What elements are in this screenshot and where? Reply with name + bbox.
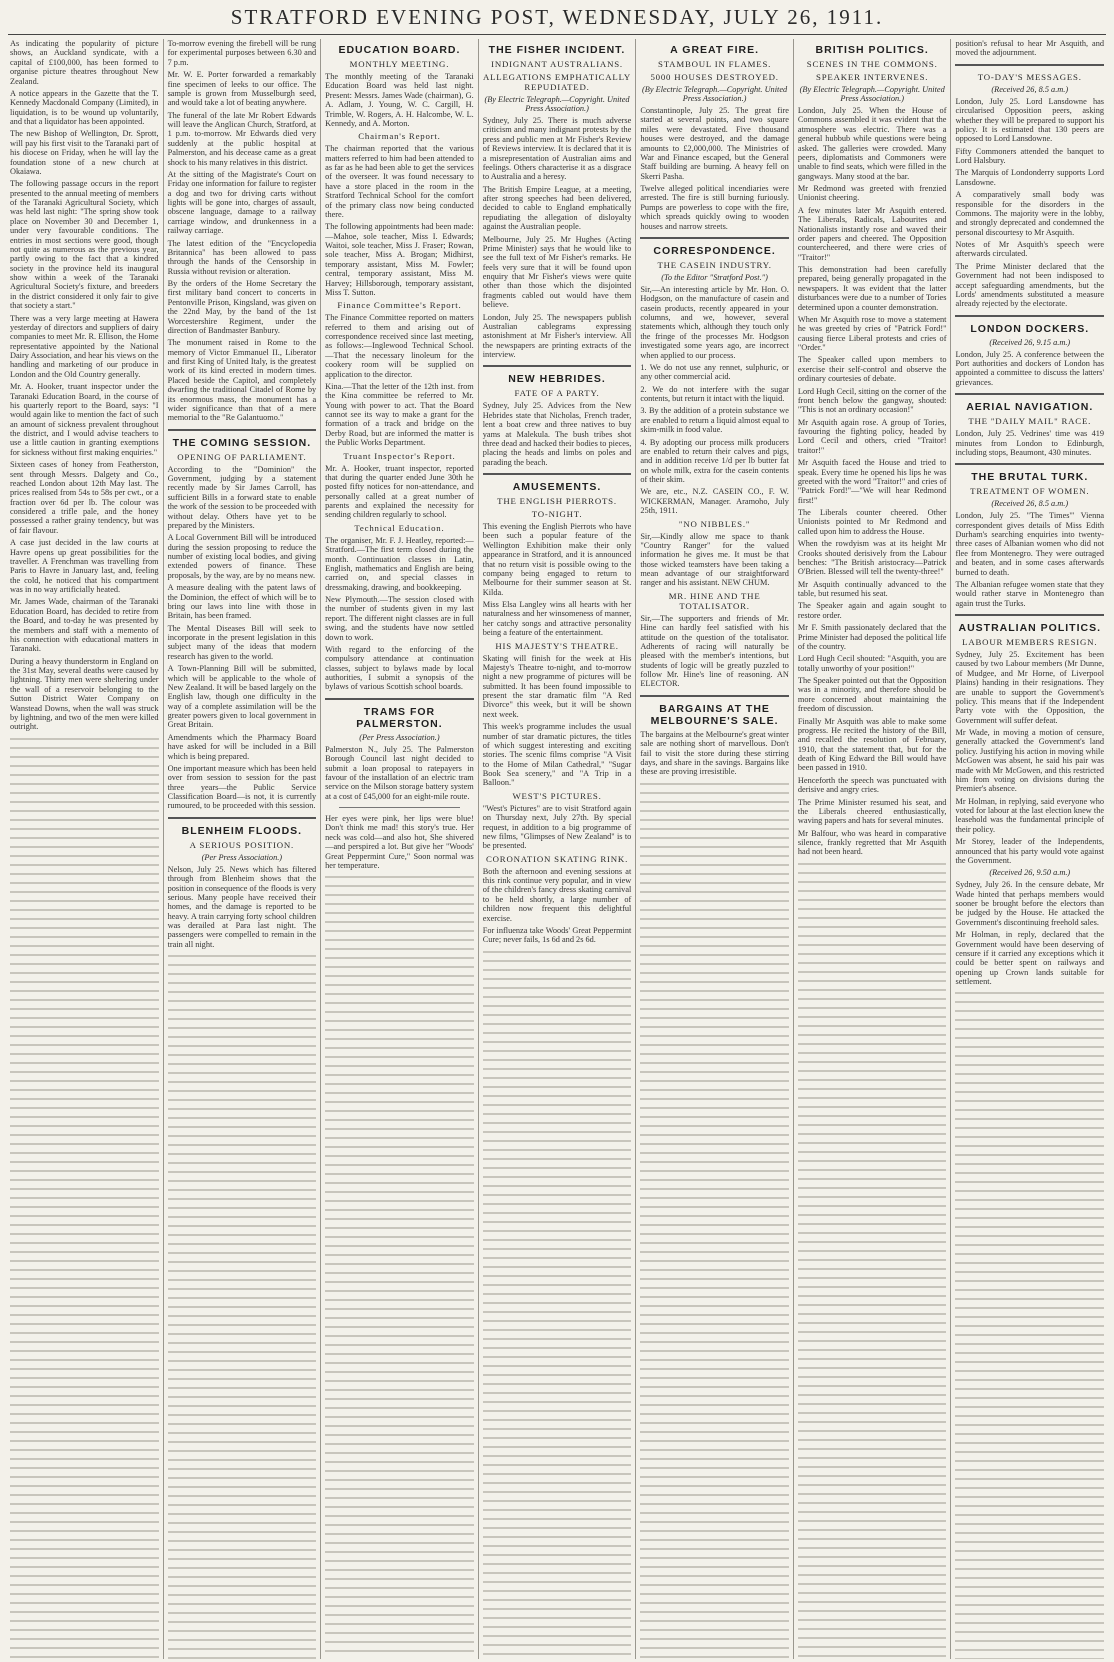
news-paragraph: The Prime Minister resumed his seat, and the Liberals cheered enthusiastically, waving papers and hats for several minutes. (797, 797, 947, 826)
column-4 (479, 39, 637, 1659)
news-paragraph: Mr. James Wade, chairman of the Taranaki Education Board, has decided to retire from the Board, and to-day he was presented by the members and staff with a memento of his connection with educational matters in Taranaki. (10, 597, 159, 654)
news-paragraph: As indicating the popularity of picture shows, an Auckland syndicate, with a capital of £100,000, has been formed to organise picture theatres throughout New Zealand. (10, 39, 159, 86)
column-5 (636, 39, 794, 1659)
section-subhead: "NO NIBBLES." (678, 518, 751, 529)
newspaper-columns (6, 39, 1108, 1659)
subheadline: THE CASEIN INDUSTRY. (657, 259, 772, 270)
news-paragraph: Mr Redmond was greeted with frenzied Unionist cheering. (797, 184, 947, 203)
headline-correspondence: CORRESPONDENCE. (653, 244, 776, 257)
news-paragraph: This evening the English Pierrots who have been such a popular feature of the Wellington Exhibition make their only appearance in Stratford, and it is announced that no return visit is possible owing to the company being engaged to return to Melbourne for their summer season at St. Kilda. (482, 522, 632, 597)
section-divider (483, 365, 632, 367)
news-paragraph: Mr Asquith faced the House and tried to speak. Every time he opened his lips he was greeted with the word "Traitor!" and cries of "Patrick Ford!"—"We will hear Redmond first!" (797, 458, 947, 505)
news-paragraph: The Mental Diseases Bill will seek to incorporate in the present legislation in this subject many of the ideas that modern research has given to the world. (167, 623, 317, 661)
news-paragraph: Mr. W. E. Porter forwarded a remarkably fine specimen of leeks to our office. The sample is grown from Musselburgh seed, and would take a lot of beating anywhere. (167, 70, 317, 108)
section-subhead: Chairman's Report. (358, 131, 441, 142)
headline-london-dockers: LONDON DOCKERS. (970, 322, 1090, 335)
section-divider (955, 315, 1104, 317)
news-paragraph: Miss Elsa Langley wins all hearts with her naturalness and her winsomeness of manner, her catchy songs and attractive personality being a feature of the entertainment. (482, 600, 632, 638)
text-continuation (483, 948, 632, 1659)
news-paragraph: The British Empire League, at a meeting, after strong speeches had been delivered, decided to cable to England emphatically repudiating the allegation of disloyalty against the Australian people. (482, 184, 632, 232)
news-paragraph: Mr Wade, in moving a motion of censure, generally attacked the Government's land policy. Justifying his action in moving while McGowen was absent, he said his pair was made with Mr McGowen, and this restricted him from voting on divisions during the Premier's absence. (955, 728, 1105, 794)
received-time: (Received 26, 8.5 a.m.) (991, 84, 1069, 94)
news-paragraph: Finally Mr Asquith was able to make some progress. He recited the history of the Bill, and recalled the resolution of February, 1910, that the statement that, but for the death of King Edward the Bill would have been passed in 1910. (797, 716, 947, 773)
news-paragraph: At the sitting of the Magistrate's Court on Friday one information for failure to register a dog and two for driving carts without lights will be gone into, charges of assault, obscene language, damage to a railway carriage window, and drunkenness in a railway carriage. (167, 169, 317, 236)
subheadline: A SERIOUS POSITION. (189, 839, 295, 850)
subheadline: THE "DAILY MAIL" RACE. (968, 416, 1092, 427)
advertisement-verse: Her eyes were pink, her lips were blue! Don't think me mad! this story's true. Her neck was cold—and also hot, She shivered—and perspired a lot. But give her "Woods' Great Peppermint Cure," Soon normal was her temperature. (325, 814, 474, 870)
column-1 (6, 39, 164, 1659)
news-paragraph: 3. By the addition of a protein substance we are enabled to return a liquid almost equal to skim-milk in food value. (640, 406, 789, 435)
news-paragraph: The Prime Minister declared that the Government had not been indisposed to accept safeguarding amendments, but the Lords' amendments substituted a measure already rejected by the electorate. (955, 261, 1105, 309)
news-paragraph: London, July 25. A conference between the Port authorities and dockers of London has appointed a committee to discuss the latters' grievances. (955, 349, 1105, 387)
headline-aerial-navigation: AERIAL NAVIGATION. (966, 401, 1094, 414)
headline-fisher-incident: THE FISHER INCIDENT. (488, 44, 626, 56)
news-paragraph: Sir,—An interesting article by Mr. Hon. O. Hodgson, on the manufacture of casein and casein products, recently appeared in your columns, and we, however, several statements which, although they touch only the fringe of the processes Mr. Hodgson investigated some years ago, are incorrect when applied to our process. (640, 284, 789, 360)
news-paragraph: The Speaker called upon members to exercise their self-control and observe the ordinary courtesies of debate. (797, 355, 947, 384)
news-paragraph: A comparatively small body was responsible for the disorders in the Commons. The majority were in the lobby, and strongly deprecated and condemned the personal discourtesy to Mr Asquith. (955, 190, 1105, 237)
news-paragraph: The Speaker pointed out that the Opposition was in a minority, and therefore should be more concerned about maintaining the freedom of discussion. (797, 676, 947, 714)
text-continuation (10, 735, 159, 1659)
headline-amusements: AMUSEMENTS. (512, 481, 602, 493)
news-paragraph: London, July 25. The newspapers publish Australian cablegrams expressing astonishment at Mr Fisher's interview. All the newspapers are printing extracts of the interview. (482, 312, 632, 359)
news-paragraph: Kina.—That the letter of the 12th inst. from the Kina committee be referred to Mr. Young with power to act. That the Board cannot see its way to make a grant for the formation of a track and bridge on the Derby Road, but are informed the matter is the Public Works Department. (325, 381, 474, 448)
section-divider (168, 429, 317, 431)
section-divider (339, 807, 460, 808)
news-paragraph: London, July 25. Lord Lansdowne has circularised Opposition peers, asking whether they will be prepared to support his policy. It is estimated that 130 peers are opposed to Lord Lansdowne. (955, 96, 1105, 144)
news-paragraph: 2. We do not interfere with the sugar contents, but return it intact with the liquid. (640, 384, 789, 403)
headline-great-fire: A GREAT FIRE. (670, 44, 760, 56)
news-paragraph: Mr Holman, in replying, said everyone who voted for labour at the last election knew the leasehold was the fundamental principle of their policy. (955, 796, 1105, 834)
source-credit: (To the Editor "Stratford Post.") (661, 272, 768, 282)
news-paragraph: A measure dealing with the patent laws of the Dominion, the effect of which will be to bring our laws into line with those in Britain, has been framed. (167, 583, 317, 621)
received-time: (Received 26, 9.50 a.m.) (989, 868, 1071, 878)
news-paragraph: When Mr Asquith rose to move a statement he was greeted by cries of "Patrick Ford!" causing fierce Liberal protests and cries of "Order." (797, 314, 947, 352)
headline-melbourne-sale: BARGAINS AT THE MELBOURNE'S SALE. (650, 702, 779, 727)
section-divider (955, 614, 1104, 616)
subheadline: SCENES IN THE COMMONS. (806, 59, 938, 69)
section-divider (640, 237, 789, 239)
news-paragraph: By the orders of the Home Secretary the first military band concert to concerts in Pentonville Prison, Kingsland, was given on the 22nd May, by the band of the 1st Worcestershire Regiment, under the direction of Bandmaster Banbury. (167, 279, 317, 335)
source-credit: (By Electric Telegraph.—Copyright. United Press Association.) (799, 85, 945, 103)
news-paragraph: For influenza take Woods' Great Peppermint Cure; never fails, 1s 6d and 2s 6d. (482, 925, 632, 945)
news-paragraph: Notes of Mr Asquith's speech were afterwards circulated. (955, 240, 1105, 259)
section-subhead: WEST'S PICTURES. (512, 790, 602, 801)
column-2 (164, 39, 322, 1659)
section-divider (483, 473, 632, 475)
text-continuation (955, 989, 1104, 1659)
news-paragraph: The Speaker again and again sought to restore order. (797, 601, 947, 620)
section-divider (955, 64, 1104, 66)
section-subhead: TO-DAY'S MESSAGES. (977, 71, 1082, 82)
news-paragraph: With regard to the enforcing of the compulsory attendance at continuation classes, subject to bylaws made by local authorities, I submit a synopsis of the bylaws of various Scottish school boards. (325, 644, 474, 692)
section-subhead: MR. HINE AND THE TOTALISATOR. (668, 590, 761, 611)
news-paragraph: Nelson, July 25. News which has filtered through from Blenheim shows that the position in consequence of the floods is very serious. Many people have received their homes, and the damage is reported to be heavy. A train carrying forty school children was derailed at Para last night. The passengers were compelled to remain in the train all night. (167, 864, 317, 949)
news-paragraph: Sixteen cases of honey from Featherston, sent through Messrs. Dalgety and Co., reached London about 12th May last. The prices realised from 54s to 58s per cwt., or a fraction over 6d per lb. The colour was considered a trifle pale, and the honey possessed a rather grainy tendency, but was of fair flavour. (10, 460, 159, 535)
headline-british-politics: BRITISH POLITICS. (815, 44, 929, 56)
news-paragraph: Sydney, July 25. There is much adverse criticism and many indignant protests by the press and public men at Mr Fisher's Review of Reviews interview. It is declared that it is a misrepresentation of Australian aims and feelings. Others characterise it as a disgrace to Australia and a heresy. (482, 116, 632, 182)
news-paragraph: This demonstration had been carefully prepared, being generally propagated in the newspapers. It was evident that the latter disturbances were due to a number of Tories determined upon a counter demonstration. (797, 265, 947, 312)
news-paragraph: The organiser, Mr. F. J. Heatley, reported:— Stratford.—The first term closed during the month. Continuation classes in Latin, English, mathematics and English are being carried on, and special classes in dressmaking, drawing, and bookkeeping. (325, 535, 474, 592)
news-paragraph: The Marquis of Londonderry supports Lord Lansdowne. (955, 168, 1105, 187)
masthead: STRATFORD EVENING POST, WEDNESDAY, JULY 26, 1911. (8, 0, 1106, 35)
news-paragraph: Lord Hugh Cecil shouted: "Asquith, you are totally unworthy of your position!" (797, 654, 947, 673)
news-paragraph: A Town-Planning Bill will be submitted, which will be applicable to the whole of New Zealand. It will be based largely on the English law, though one difficulty in the way of a complete assimilation will be the greater powers given to local government in Great Britain. (167, 664, 317, 730)
news-paragraph: Skating will finish for the week at His Majesty's Theatre to-night, and to-morrow night a new programme of pictures will be submitted. It has been found impossible to present the star dramatic film "A Red Divorce" this week, but it will be shown next week. (482, 653, 632, 719)
news-paragraph: Sydney, July 25. Excitement has been caused by two Labour members (Mr Dunne, of Mudgee, and Mr Horne, of Liverpool Plains) handing in their resignations. They are unable to support the Government's policy. This means that if the Independent Party vote with the Opposition, the Government will suffer defeat. (955, 650, 1105, 725)
received-time: (Received 26, 9.15 a.m.) (989, 337, 1071, 347)
news-paragraph: Mr Asquith continually advanced to the table, but resumed his seat. (797, 579, 947, 598)
news-paragraph: Melbourne, July 25. Mr Hughes (Acting Prime Minister) says that he would like to see the full text of Mr Fisher's remarks. He feels very sure that it will be found upon enquiry that Mr Fisher's views were quite other than those which the disjointed fragments cabled out would have them believe. (482, 234, 632, 310)
text-continuation (798, 860, 947, 1659)
subheadline: INDIGNANT AUSTRALIANS. (491, 59, 623, 69)
section-subhead: HIS MAJESTY'S THEATRE. (495, 640, 619, 651)
section-divider (325, 698, 474, 700)
news-paragraph: Sydney, July 26. In the censure debate, Mr Wade hinted that perhaps members would sooner be brought before the electors than be judged by the House. He attacked the Government's discontinuing freehold sales. (955, 880, 1105, 927)
subheadline: STAMBOUL IN FLAMES. (658, 59, 772, 69)
news-paragraph: 4. By adopting our process milk producers are enabled to return their calves and pigs, and in addition receive 1/d per lb butter fat on whole milk, extra for the casein contents of their skim. (640, 437, 789, 484)
news-paragraph: Mr Storey, leader of the Independents, announced that his party would vote against the Government. (955, 837, 1105, 865)
news-paragraph: New Plymouth.—The session closed with the number of students given in my last report. The different night classes are in full swing, and the students have now settled down to work. (325, 595, 474, 642)
section-subhead: Truant Inspector's Report. (343, 450, 456, 461)
news-paragraph: London, July 25. "The Times'" Vienna correspondent gives details of Miss Edith Durham's searching enquiries into twenty-three cases of Albanian women who did not flee from Montenegro. They were outraged and beaten, and in some cases afterwards burned to death. (955, 511, 1105, 577)
source-credit: (Per Press Association.) (359, 732, 440, 742)
text-continuation (640, 780, 789, 1659)
subheadline: SPEAKER INTERVENES. (816, 72, 929, 82)
news-paragraph: "West's Pictures" are to visit Stratford again on Thursday next, July 27th. By special request, in addition to a big programme of new films, "Glimpses of New Zealand" is to be presented. (482, 803, 632, 851)
column-3 (321, 39, 479, 1659)
subheadline: TO-NIGHT. (531, 509, 583, 519)
news-paragraph: Palmerston N., July 25. The Palmerston Borough Council last night decided to submit a loan proposal to ratepayers in favour of the installation of an electric tram service on the Milson storage battery system at a cost of £45,000 for an eight-mile route. (325, 744, 474, 801)
news-paragraph: The monthly meeting of the Taranaki Education Board was held last night. Present: Messrs. James Wade (chairman), G. A. Adlam, J. Young, W. C. Cargill, H. Trimble, W. Rogers, A. H. Halcombe, W. L. Kennedy, and A. Morton. (325, 72, 474, 128)
section-subhead: Technical Education. (354, 522, 445, 533)
news-paragraph: To-morrow evening the firebell will be rung for experimental purposes between 6.30 and 7 p.m. (167, 39, 317, 67)
news-paragraph: The chairman reported that the various matters referred to him had been attended to as far as he had been able to get the services of the overseer. It was found necessary to have a store placed in the room in the Stratford Technical School for the comfort of the primary class now being conducted there. (325, 144, 474, 219)
source-credit: (By Electric Telegraph.—Copyright. United Press Association.) (642, 85, 788, 103)
news-paragraph: The latest edition of the "Encyclopedia Britannica" has been allowed to pass through the hands of the Censorship in Russia without revision or alteration. (167, 238, 317, 276)
news-paragraph: Sydney, July 25. Advices from the New Hebrides state that Nicholas, French trader, lent a boat crew and three natives to buy yams at Malekula. The bush tribes shot three dead and hacked their bodies to pieces, placing the heads and limbs on poles and parading the beach. (482, 401, 632, 467)
news-paragraph: London, July 25. When the House of Commons assembled it was evident that the atmosphere was electric. There was a general hubbub while questions were being asked. The galleries were crowded. Many peers, diplomatists and Commoners were unable to find seats, which were filled in the gangways. Many stood at the bar. (797, 106, 947, 181)
news-paragraph: A Local Government Bill will be introduced during the session proposing to reduce the number of existing local bodies, and giving extended powers of finance. These proposals, by the way, are by no means new. (167, 533, 317, 580)
news-paragraph: Mr Balfour, who was heard in comparative silence, frankly regretted that Mr Asquith had not been heard. (797, 828, 947, 857)
subheadline: 5000 HOUSES DESTROYED. (650, 72, 779, 82)
news-paragraph: A few minutes later Mr Asquith entered. The Liberals, Radicals, Labourites and Nationalists instantly rose and waved their order papers and cheered. The Opposition countercheered, and there were cries of "Traitor!" (797, 205, 947, 262)
news-paragraph: The following appointments had been made:—Mahoe, sole teacher, Miss I. Edwards; Waitoi, sole teacher, Miss J. Fraser; Rowan, sole teacher, Miss A. Brogan; Midhirst, temporary assistant, Miss M. Fowler; central, temporary assistant, Miss M. Harvey; Hillsborough, temporary assistant, Miss T. Sutton. (325, 222, 474, 297)
news-paragraph: The Finance Committee reported on matters referred to them and arising out of correspondence received since last meeting, as follows:—Inglewood Technical School.—That the necessary linoleum for the cookery room will be supplied on application to the director. (325, 313, 474, 379)
section-divider (168, 817, 317, 819)
news-paragraph: The following passage occurs in the report presented to the annual meeting of members of the Taranaki Agricultural Society, which was held last night: "The spring show took place on November 30 and December 1, under very favourable conditions. The entries in most sections were good, though not quite as numerous as the previous year, partly owing to the fact that a kindred society in the province held its inaugural show within a week of the Taranaki Agricultural Society's fixture, and breeders in the district considered it only fair to give that society a start." (10, 179, 159, 311)
news-paragraph: Amendments which the Pharmacy Board have asked for will be included in a Bill which is being prepared. (167, 732, 317, 761)
news-paragraph: The funeral of the late Mr Robert Edwards will leave the Anglican Church, Stratford, at 1 p.m. to-morrow. Mr Edwards died very suddenly at the public hospital at Palmerston, and his decease came as a great shock to his many relatives in this district. (167, 110, 317, 167)
column-6 (794, 39, 952, 1659)
text-continuation (168, 952, 317, 1659)
news-paragraph: Mr F. Smith passionately declared that the Prime Minister had deposed the political life of the country. (797, 623, 947, 651)
news-paragraph: According to the "Dominion" the Government, judging by a statement recently made by Sir James Carroll, has sufficient Bills in a forward state to enable the work of the session to be proceeded with without delay. Others have yet to be prepared by the Ministers. (167, 464, 317, 530)
news-paragraph: A case just decided in the law courts at Havre opens up great possibilities for the traveller. A Frenchman was travelling from Paris to Havre in January last, and, feeling the cold, he noticed that his compartment was in no way artificially heated. (10, 538, 159, 594)
headline-trams-palmerston: TRAMS FOR PALMERSTON. (356, 705, 443, 730)
subheadline: OPENING OF PARLIAMENT. (177, 451, 307, 462)
news-paragraph: Sir,—The supporters and friends of Mr. Hine can hardly feel satisfied with his attitude on the question of the totalisator. Adherents of racing will naturally be pleased with the member's intentions, but students of logic will be greatly puzzled to follow Mr. Hine's line of reasoning. AN ELECTOR. (640, 613, 789, 689)
news-paragraph: Fifty Commoners attended the banquet to Lord Halsbury. (955, 146, 1105, 165)
news-paragraph: Sir,—Kindly allow me space to thank "Country Ranger" for the valued information he gives me. It must be that those wicked teamsters have been taking a mean advantage of our straightforward ranger and his assistant. NEW CHUM. (640, 531, 789, 588)
news-paragraph: Mr. A. Hooker, truant inspector, reported that during the quarter ended June 30th he posted fifty notices for non-attendance, and personally called at a great number of parents and explained the necessity for sending children regularly to school. (325, 463, 474, 520)
news-paragraph: One important measure which has been held over from session to session for the past three years—the Public Service Classification Board—is not, it is currently rumoured, to be proceeded with this session. (167, 763, 317, 811)
news-paragraph: position's refusal to hear Mr Asquith, and moved the adjournment. (955, 39, 1105, 58)
news-paragraph: Twelve alleged political incendiaries were arrested. The fire is still burning furiously. Pumps are powerless to cope with the fire, which spreads quickly owing to wooden houses and narrow streets. (640, 184, 789, 231)
news-paragraph: During a heavy thunderstorm in England on the 31st May, several deaths were caused by lightning. Thirty men were sheltering under the wall of a reservoir belonging to the Sutton District Water Company on Wanstead Downs, when the wall was struck by lightning, and two of the men were killed outright. (10, 656, 159, 732)
headline-brutal-turk: THE BRUTAL TURK. (971, 471, 1089, 484)
section-divider (955, 393, 1104, 395)
news-paragraph: The new Bishop of Wellington, Dr. Sprott, will pay his first visit to the Taranaki part of his diocese on Friday, when he will lay the foundation stone of a new church at Okaiawa. (10, 129, 159, 176)
news-paragraph: A notice appears in the Gazette that the T. Kennedy Macdonald Company (Limited), in liquidation, is to be wound up voluntarily, and that a liquidator has been appointed. (10, 88, 159, 126)
news-paragraph: This week's programme includes the usual number of star dramatic pictures, the titles of which suggest interesting and exciting stories. The scenic films comprise "A Visit to the Home of Milan Cathedral," "Sugar Book Sea scenery," and "A Trip in a Balloon." (482, 722, 632, 788)
received-time: (Received 26, 8.5 a.m.) (991, 499, 1069, 509)
subheadline: MONTHLY MEETING. (349, 59, 450, 69)
news-paragraph: We are, etc., N.Z. CASEIN CO., F. W. WICKERMAN, Manager. Aramoho, July 25th, 1911. (640, 487, 789, 516)
headline-australian-politics: AUSTRALIAN POLITICS. (958, 622, 1101, 634)
subheadline: FATE OF A PARTY. (514, 388, 600, 399)
news-paragraph: London, July 25. Vedrines' time was 419 minutes from London to Edinburgh, including stops, Beaumont, 430 minutes. (955, 429, 1105, 457)
news-paragraph: Mr Holman, in reply, declared that the Government would have been deserving of censure if it carried any exceptions which it could be better spent on railways and opening up Crown lands suitable for settlement. (955, 930, 1105, 986)
section-subhead: CORONATION SKATING RINK. (485, 853, 629, 864)
subheadline: THE ENGLISH PIERROTS. (497, 496, 617, 506)
subheadline: ALLEGATIONS EMPHATICALLY REPUDIATED. (482, 72, 632, 92)
news-paragraph: Mr. A. Hooker, truant inspector under the Taranaki Education Board, in the course of his quarterly report to the Board, says: "I would again like to mention the fact of such an amount of sickness prevalent throughout the district, and I would advise teachers to use a little caution in granting exemptions for sickness without first making enquiries." (10, 382, 159, 457)
column-7 (951, 39, 1108, 1659)
headline-coming-session: THE COMING SESSION. (172, 436, 312, 449)
subheadline: TREATMENT OF WOMEN. (970, 486, 1090, 497)
news-paragraph: The bargains at the Melbourne's great winter sale are nothing short of marvellous. Don't fail to visit the store during these stirring days, and share in the savings. Bargains like these are proving irresistible. (640, 729, 789, 777)
section-subhead: Finance Committee's Report. (337, 300, 462, 311)
news-paragraph: Constantinople, July 25. The great fire started at several points, and two square miles were devastated. Five thousand houses were destroyed, and the damage amounts to £2,000,000. The Ministries of War and Finance escaped, but the General Staff building are burning. A heavy fell on Skerri Pasha. (640, 106, 789, 181)
news-paragraph: The Liberals counter cheered. Other Unionists pointed to Mr Redmond and called upon him to address the House. (797, 508, 947, 536)
news-paragraph: The monument raised in Rome to the memory of Victor Emmanuel II., Liberator and first King of United Italy, is the greatest work of its kind erected in modern times. Placed beside the Capitol, and completely dwarfing the traditional Citadel of Rome by its enormous mass, the monument has a wider significance than that of a mere memorial to the "Re Galantuomo." (167, 338, 317, 423)
news-paragraph: 1. We do not use any rennet, sulphuric, or any other commercial acid. (640, 362, 789, 382)
news-paragraph: Lord Hugh Cecil, sitting on the corner of the front bench below the gangway, shouted: "This is not an ordinary occasion!" (797, 386, 947, 415)
news-paragraph: There was a very large meeting at Hawera yesterday of directors and suppliers of dairy companies to meet Mr. R. Ellison, the Home representative appointed by the National Dairy Association, and hear his views on the handling and marketing of our produce in London and the Old Country generally. (10, 313, 159, 379)
source-credit: (Per Press Association.) (201, 852, 283, 862)
news-paragraph: Henceforth the speech was punctuated with derisive and angry cries. (797, 775, 947, 795)
news-paragraph: Mr Asquith again rose. A group of Tories, favouring the fighting policy, headed by Lord Cecil and others, cried "Traitor! traitor!" (797, 417, 947, 455)
news-paragraph: The Albanian refugee women state that they would rather starve in Montenegro than again trust the Turks. (955, 579, 1105, 608)
subheadline: LABOUR MEMBERS RESIGN. (962, 637, 1098, 647)
section-divider (955, 463, 1104, 465)
section-divider (640, 695, 789, 697)
headline-education-board: EDUCATION BOARD. (338, 44, 461, 56)
headline-blenheim-floods: BLENHEIM FLOODS. (181, 824, 303, 837)
news-paragraph: Both the afternoon and evening sessions at this rink continue very popular, and in view of the children's fancy dress skating carnival to be held shortly, a large number of children now frequent this delightful exercise. (482, 866, 632, 923)
text-continuation (325, 873, 474, 1659)
news-paragraph: When the rowdyism was at its height Mr Crooks shouted derisively from the Labour benches: "The British aristocracy—Patrick O'Brien. Blessed will tell the twenty-three!" (797, 539, 947, 577)
headline-new-hebrides: NEW HEBRIDES. (508, 373, 606, 386)
source-credit: (By Electric Telegraph.—Copyright. United Press Association.) (484, 95, 630, 113)
